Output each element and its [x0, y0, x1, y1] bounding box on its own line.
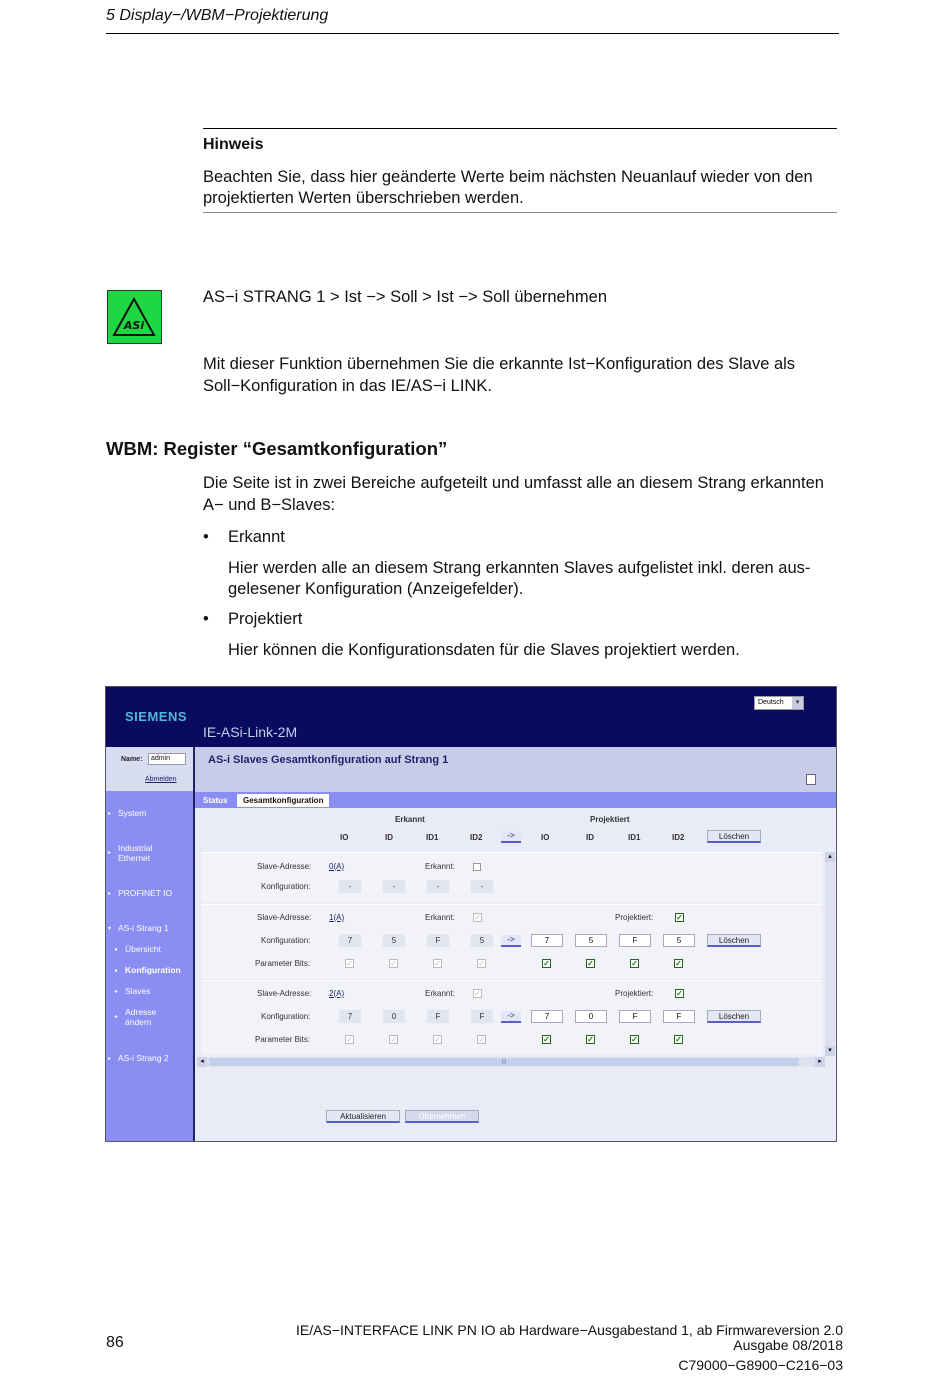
parameter-bits-label: Parameter Bits:: [255, 1035, 311, 1044]
page-title: AS-i Slaves Gesamtkonfiguration auf Strang 1: [208, 754, 449, 766]
configuration-label: Konfiguration:: [261, 882, 311, 891]
configured-param-bit[interactable]: ✓: [543, 959, 550, 968]
configured-param-bit[interactable]: ✓: [543, 1035, 550, 1044]
login-panel: [106, 747, 193, 791]
tab-gesamtkonfiguration[interactable]: Gesamtkonfiguration: [237, 794, 329, 807]
column-header: ID1: [628, 833, 641, 842]
chevron-right-icon: ▸: [108, 1056, 112, 1062]
configuration-panel: [195, 808, 836, 1142]
section-intro: Die Seite ist in zwei Bereiche aufgeteilt und umfasst alle an diesem Strang erkannten A− und B−Slaves:: [203, 474, 824, 514]
slave-address-link[interactable]: 0(A): [329, 862, 345, 871]
chevron-right-icon: ▸: [108, 850, 112, 856]
language-select[interactable]: Deutsch: [754, 696, 804, 710]
sidebar-item-asi-strang-2[interactable]: AS-i Strang 2: [118, 1053, 169, 1063]
configuration-label: Konfiguration:: [261, 1012, 311, 1021]
projektiert-label: Projektiert:: [615, 913, 654, 922]
configured-io-input[interactable]: 7: [531, 1010, 563, 1023]
scroll-thumb[interactable]: |||: [209, 1058, 799, 1066]
detected-param-bit: ✓: [390, 959, 397, 968]
detected-param-bit: ✓: [346, 959, 353, 968]
copy-button[interactable]: ->: [501, 935, 521, 947]
apply-button[interactable]: Übernehmen: [405, 1110, 479, 1123]
footer-edition: Ausgabe 08/2018: [733, 1337, 843, 1353]
configured-id-input[interactable]: 0: [575, 1010, 607, 1023]
detected-param-bit: ✓: [346, 1035, 353, 1044]
print-icon[interactable]: [806, 774, 816, 785]
bullet-title: Erkannt: [228, 528, 285, 546]
product-name: IE-ASi-Link-2M: [203, 724, 298, 740]
column-header: ID: [586, 833, 594, 842]
slave-section: [201, 980, 822, 1055]
erkannt-header: Erkannt: [395, 815, 425, 824]
svg-text:ASi: ASi: [123, 319, 145, 332]
copy-button[interactable]: ->: [501, 1011, 521, 1023]
configured-id-input[interactable]: 5: [575, 934, 607, 947]
configured-param-bit[interactable]: ✓: [587, 959, 594, 968]
bullet-text: Hier werden alle an diesem Strang erkannten Slaves aufgelistet inkl. deren ausgelesener Konfiguration (Anzeigefelder).: [228, 559, 811, 598]
sidebar-item-uebersicht[interactable]: Übersicht: [125, 944, 161, 954]
column-header: ID1: [426, 833, 439, 842]
chevron-down-icon: ▾: [108, 926, 112, 932]
configured-param-bit[interactable]: ✓: [587, 1035, 594, 1044]
erkannt-label: Erkannt:: [425, 989, 455, 998]
chevron-down-icon[interactable]: ▾: [792, 697, 803, 709]
slave-address-link[interactable]: 2(A): [329, 989, 345, 998]
note-top-rule: [203, 128, 837, 129]
configured-id1-input[interactable]: F: [619, 934, 651, 947]
column-header: ID: [385, 833, 393, 842]
sidebar-item-industrial-ethernet[interactable]: Industrial Ethernet: [118, 843, 153, 863]
projektiert-label: Projektiert:: [615, 989, 654, 998]
bullet-text: Hier können die Konfigurationsdaten für die Slaves projektiert werden.: [228, 641, 740, 659]
scroll-left-icon[interactable]: ◂: [197, 1057, 207, 1067]
column-header: IO: [541, 833, 550, 842]
detected-param-bit: ✓: [478, 959, 485, 968]
detected-param-bit: ✓: [390, 1035, 397, 1044]
delete-button[interactable]: Löschen: [707, 1010, 761, 1023]
top-bar: [106, 687, 836, 747]
slave-address-label: Slave-Adresse:: [257, 913, 312, 922]
bullet-title: Projektiert: [228, 610, 303, 628]
configured-param-bit[interactable]: ✓: [631, 959, 638, 968]
tab-bar: [195, 792, 836, 808]
detected-param-bit: ✓: [478, 1035, 485, 1044]
detected-id: 5: [383, 934, 405, 947]
sidebar-item-asi-strang-1[interactable]: AS-i Strang 1: [118, 923, 169, 933]
erkannt-checkbox: ✓: [474, 989, 481, 998]
chevron-right-icon: ▸: [108, 891, 112, 897]
footer-title: IE/AS−INTERFACE LINK PN IO ab Hardware−Ausgabestand 1, ab Firmwareversion 2.0: [295, 1322, 843, 1338]
projektiert-checkbox[interactable]: ✓: [676, 989, 683, 998]
sidebar-item-slaves[interactable]: Slaves: [125, 986, 151, 996]
detected-id2: 5: [471, 934, 493, 947]
detected-id2: F: [471, 1010, 493, 1023]
sidebar-item-profinet-io[interactable]: PROFINET IO: [118, 888, 173, 898]
column-header: IO: [340, 833, 349, 842]
configured-id1-input[interactable]: F: [619, 1010, 651, 1023]
detected-id: 0: [383, 1010, 405, 1023]
column-header: ID2: [470, 833, 483, 842]
detected-id: -: [383, 880, 405, 893]
footer-order-number: C79000−G8900−C216−03: [678, 1357, 843, 1373]
note-bottom-rule: [203, 212, 837, 213]
configured-io-input[interactable]: 7: [531, 934, 563, 947]
configured-param-bit[interactable]: ✓: [675, 1035, 682, 1044]
slave-section: [201, 904, 822, 979]
projektiert-checkbox[interactable]: ✓: [676, 913, 683, 922]
erkannt-checkbox: [473, 863, 481, 871]
slave-address-label: Slave-Adresse:: [257, 862, 312, 871]
chevron-right-icon: ▸: [115, 1014, 119, 1020]
horizontal-scrollbar[interactable]: [197, 1057, 825, 1067]
detected-param-bit: ✓: [434, 1035, 441, 1044]
configuration-label: Konfiguration:: [261, 936, 311, 945]
tab-status[interactable]: Status: [197, 794, 233, 807]
note-title: Hinweis: [203, 136, 264, 153]
section-heading: WBM: Register “Gesamtkonfiguration”: [106, 438, 448, 459]
asi-function-icon: [107, 290, 162, 344]
sidebar-item-system[interactable]: System: [118, 808, 147, 818]
detected-io: 7: [339, 1010, 361, 1023]
delete-all-button[interactable]: Löschen: [707, 830, 761, 843]
erkannt-label: Erkannt:: [425, 862, 455, 871]
function-description: Mit dieser Funktion übernehmen Sie die erkannte Ist−Konfiguration des Slave als Soll−Konfiguration in das IE/AS−i LINK.: [203, 355, 796, 395]
chevron-right-icon: ▸: [115, 947, 119, 953]
delete-button[interactable]: Löschen: [707, 934, 761, 947]
configured-id2-input[interactable]: F: [663, 1010, 695, 1023]
detected-id1: F: [427, 934, 449, 947]
bullet-marker: •: [203, 528, 209, 546]
scroll-right-icon[interactable]: ▸: [815, 1057, 825, 1067]
detected-id1: -: [427, 880, 449, 893]
sidebar-item-adresse-aendern[interactable]: Adresse ändern: [125, 1007, 157, 1027]
detected-id1: F: [427, 1010, 449, 1023]
refresh-button[interactable]: Aktualisieren: [326, 1110, 400, 1123]
scroll-up-icon[interactable]: ▴: [825, 852, 835, 862]
bullet-marker: •: [203, 610, 209, 628]
chevron-right-icon: ▸: [115, 989, 119, 995]
configured-id2-input[interactable]: 5: [663, 934, 695, 947]
projektiert-header: Projektiert: [590, 815, 630, 824]
slave-address-label: Slave-Adresse:: [257, 989, 312, 998]
title-band: [195, 747, 836, 792]
siemens-logo: SIEMENS: [125, 709, 188, 724]
scroll-down-icon[interactable]: ▾: [825, 1046, 835, 1056]
header-rule: [106, 33, 839, 34]
erkannt-label: Erkannt:: [425, 913, 455, 922]
erkannt-checkbox: ✓: [474, 913, 481, 922]
running-header: 5 Display−/WBM−Projektierung: [106, 7, 329, 24]
copy-all-button[interactable]: ->: [501, 831, 521, 843]
name-field[interactable]: admin: [148, 753, 186, 765]
detected-id2: -: [471, 880, 493, 893]
slave-section: [201, 852, 822, 903]
wbm-screenshot: [105, 686, 837, 1142]
detected-io: -: [339, 880, 361, 893]
detected-param-bit: ✓: [434, 959, 441, 968]
note-text: Beachten Sie, dass hier geänderte Werte beim nächsten Neuanlauf wieder von den projektierten Werten überschrieben werden.: [203, 168, 813, 207]
configured-param-bit[interactable]: ✓: [631, 1035, 638, 1044]
parameter-bits-label: Parameter Bits:: [255, 959, 311, 968]
sidebar-item-konfiguration[interactable]: Konfiguration: [125, 965, 181, 975]
name-label: Name:: [121, 756, 143, 763]
chevron-right-icon: ▸: [108, 811, 112, 817]
logout-link[interactable]: Abmelden: [145, 776, 177, 783]
vertical-scrollbar[interactable]: [825, 852, 835, 1056]
configured-param-bit[interactable]: ✓: [675, 959, 682, 968]
detected-io: 7: [339, 934, 361, 947]
page-number: 86: [106, 1334, 124, 1351]
menu-path: AS−i STRANG 1 > Ist −> Soll > Ist −> Soll übernehmen: [203, 288, 608, 306]
slave-address-link[interactable]: 1(A): [329, 913, 345, 922]
chevron-right-icon: ▸: [115, 968, 119, 974]
column-header: ID2: [672, 833, 685, 842]
